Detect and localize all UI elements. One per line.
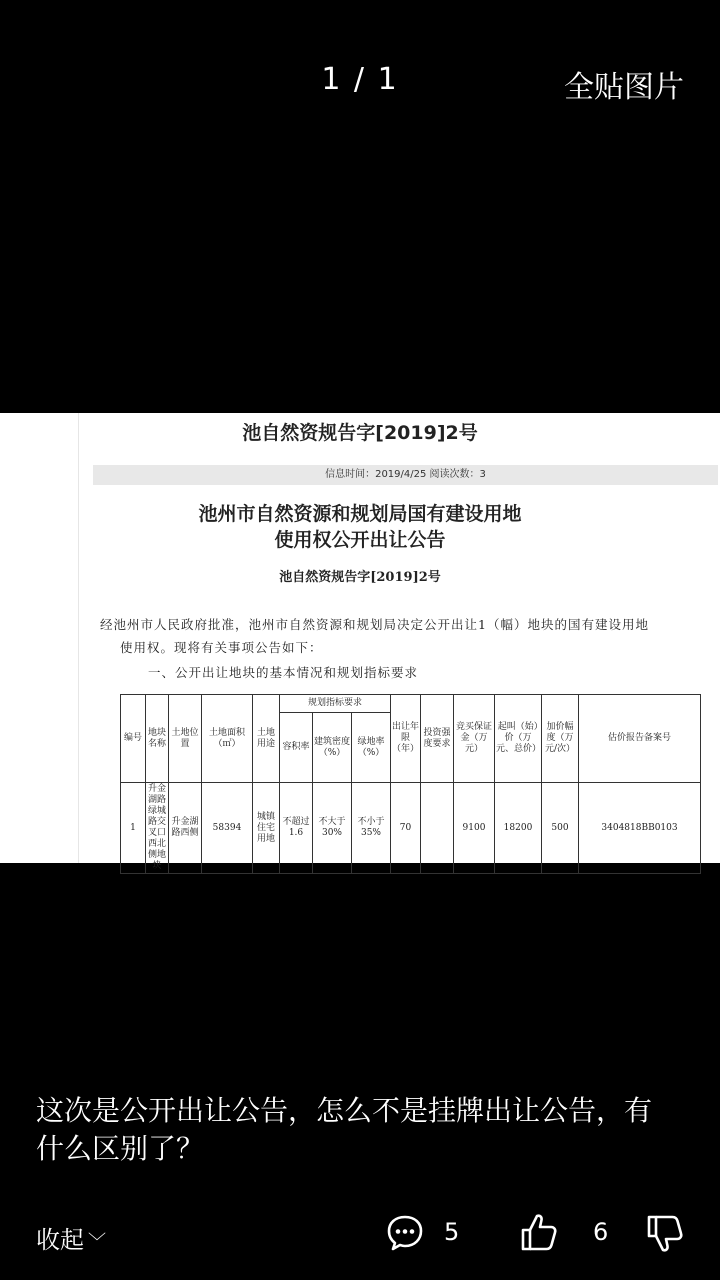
document-image[interactable] [0,413,720,871]
cell-increment: 500 [542,783,579,874]
cell-land-use: 城镇住宅用地 [253,783,280,874]
header-report-number: 估价报告备案号 [579,695,701,783]
comment-icon [386,1214,424,1256]
header-deposit: 竞买保证金（万元） [454,695,495,783]
comment-count: 5 [444,1218,460,1246]
cell-green-ratio: 不小于35% [352,783,391,874]
cell-report-number: 3404818BB0103 [579,783,701,874]
cell-term: 70 [391,783,421,874]
image-counter: 1 / 1 [321,62,399,97]
chevron-down-icon: ﹀ [88,1232,106,1253]
bottom-action-bar [0,1210,720,1260]
paragraph-line-1: 经池州市人民政府批准，池州市自然资源和规划局决定公开出让1（幅）地块的国有建设用地 [100,617,649,632]
header-investment: 投资强度要求 [421,695,454,783]
document-number: 池自然资规告字[2019]2号 [279,570,441,585]
header-number: 编号 [121,695,146,783]
document-top-title: 池自然资规告字[2019]2号 [242,422,478,444]
header-parcel-name: 地块名称 [146,695,169,783]
header-green-ratio: 绿地率（%） [352,713,391,783]
page-border-line [78,413,79,863]
cell-area: 58394 [202,783,253,874]
land-parcel-table [120,694,701,874]
cell-number: 1 [121,783,146,874]
header-land-use: 土地用途 [253,695,280,783]
header-area: 土地面积（㎡） [202,695,253,783]
collapse-label: 收起 [36,1226,84,1254]
collapse-button[interactable] [36,1220,106,1255]
header-increment: 加价幅度（万元/次） [542,695,579,783]
cell-location: 升金湖路西侧 [169,783,202,874]
like-count: 6 [593,1218,609,1246]
header-term: 出让年限（年） [391,695,421,783]
cell-deposit: 9100 [454,783,495,874]
intro-paragraph [100,613,705,659]
title-line-2: 使用权公开出让公告 [274,529,446,551]
save-all-images-button[interactable]: 全贴图片 [564,70,684,105]
cell-far: 不超过1.6 [280,783,313,874]
cell-start-price: 18200 [495,783,542,874]
paragraph-line-2: 使用权。现将有关事项公告如下： [120,640,323,655]
announcement-title [0,501,720,553]
thumbs-down-icon [646,1214,684,1258]
header-density: 建筑密度（%） [313,713,352,783]
cell-parcel-name: 升金湖路绿城路交叉口西北侧地块 [146,783,169,874]
header-start-price: 起叫（始）价（万元、总价） [495,695,542,783]
question-text: 这次是公开出让公告，怎么不是挂牌出让公告，有什么区别了？ [36,1094,653,1165]
header-far: 容积率 [280,713,313,783]
thumbs-up-icon [520,1212,558,1256]
info-bar: 信息时间：2019/4/25 阅读次数：3 [93,465,718,485]
header-planning-indicators: 规划指标要求 [280,695,391,713]
cell-density: 不大于30% [313,783,352,874]
section-heading: 一、公开出让地块的基本情况和规划指标要求 [148,665,419,680]
title-line-1: 池州市自然资源和规划局国有建设用地 [198,503,522,525]
header-location: 土地位置 [169,695,202,783]
cell-investment [421,783,454,874]
